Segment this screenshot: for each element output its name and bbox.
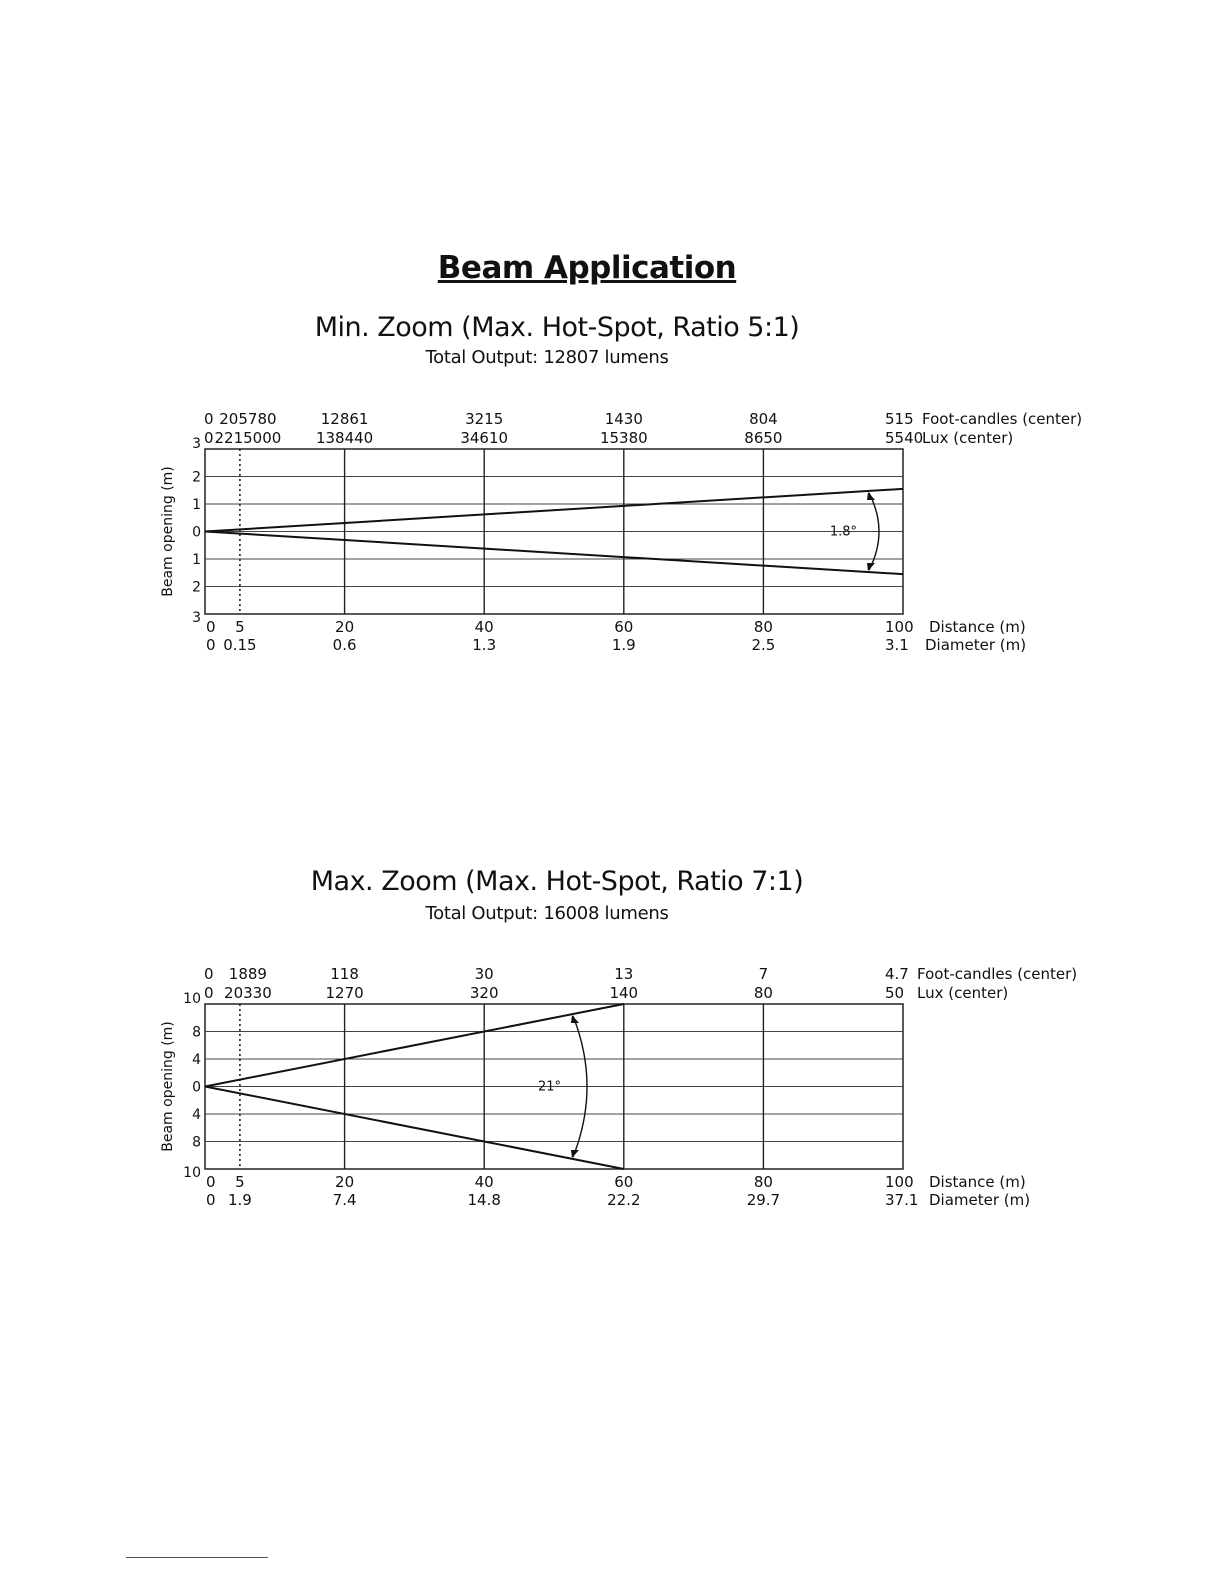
diameter-value: 3.1: [885, 636, 909, 654]
y-tick-label: 10: [183, 991, 201, 1007]
diameter-value: 14.8: [467, 1191, 501, 1209]
y-tick-label: 3: [192, 436, 201, 452]
diameter-value: 29.7: [746, 1191, 781, 1209]
beam-edge-line: [205, 1004, 624, 1087]
beam-edge-line: [205, 489, 903, 532]
y-tick-label: 4: [192, 1052, 201, 1068]
footcandle-value: 3215: [465, 410, 504, 428]
beam-angle-label: 1.8°: [829, 524, 857, 540]
y-axis-title: Beam opening (m): [160, 466, 176, 597]
lux-value: 80: [753, 984, 773, 1002]
distance-value: 0: [206, 1173, 216, 1191]
diameter-value: 22.2: [607, 1191, 641, 1209]
page-title: Beam Application: [437, 250, 737, 286]
arc-arrowhead: [867, 492, 875, 500]
lux-value: 138440: [315, 429, 374, 447]
footcandle-caption: Foot-candles (center): [917, 965, 1078, 983]
footcandle-value: 13: [614, 965, 634, 983]
lux-value: 15380: [599, 429, 648, 447]
lux-value: 0: [204, 984, 214, 1002]
footcandle-value: 118: [330, 965, 359, 983]
distance-value: 20: [335, 1173, 355, 1191]
y-tick-label: 0: [192, 524, 201, 541]
diameter-value: 7.4: [332, 1191, 357, 1209]
distance-value: 20: [335, 618, 355, 636]
y-tick-label: 1: [192, 552, 201, 568]
distance-value: 100: [885, 618, 914, 636]
y-tick-label: 8: [192, 1134, 201, 1151]
distance-value: 5: [235, 618, 245, 636]
diameter-value: 1.9: [611, 636, 636, 654]
footcandle-value: 205780: [219, 410, 277, 428]
diameter-value: 1.3: [472, 636, 497, 654]
lux-value: 5540: [885, 429, 924, 447]
footcandle-value: 12861: [320, 410, 369, 428]
footcandle-value: 30: [474, 965, 494, 983]
arc-arrowhead: [571, 1150, 579, 1158]
lux-value: 1270: [325, 984, 364, 1002]
distance-value: 60: [614, 1173, 634, 1191]
diameter-value: 37.1: [885, 1191, 919, 1209]
distance-caption: Distance (m): [929, 618, 1026, 636]
footcandle-value: 7: [758, 965, 769, 983]
diameter-value: 2.5: [751, 636, 776, 654]
distance-value: 0: [206, 618, 216, 636]
diameter-caption: Diameter (m): [929, 1191, 1031, 1209]
beam-angle-label: 21°: [537, 1079, 561, 1095]
lux-value: 8650: [744, 429, 783, 447]
lux-value: 20330: [224, 984, 272, 1002]
footcandle-value: 0: [204, 410, 214, 428]
diameter-value: 1.9: [227, 1191, 252, 1209]
y-tick-label: 3: [192, 610, 201, 626]
chart-1-title: Min. Zoom (Max. Hot-Spot, Ratio 5:1): [314, 312, 800, 343]
distance-value: 80: [753, 618, 773, 636]
arc-arrowhead: [571, 1015, 579, 1023]
distance-value: 40: [474, 1173, 494, 1191]
distance-value: 80: [753, 1173, 773, 1191]
arc-arrowhead: [867, 563, 875, 571]
lux-caption: Lux (center): [917, 984, 1009, 1002]
lux-value: 0: [204, 429, 214, 447]
beam-edge-line: [205, 532, 903, 575]
beam-edge-line: [205, 1087, 624, 1170]
distance-value: 60: [614, 618, 634, 636]
diameter-value: 0.15: [223, 636, 257, 654]
lux-value: 50: [885, 984, 905, 1002]
lux-value: 34610: [460, 429, 509, 447]
footcandle-value: 0: [204, 965, 214, 983]
diameter-value: 0: [206, 636, 216, 654]
y-tick-label: 8: [192, 1024, 201, 1041]
distance-caption: Distance (m): [929, 1173, 1026, 1191]
y-tick-label: 0: [192, 1079, 201, 1096]
chart-2-subtitle: Total Output: 16008 lumens: [425, 903, 669, 924]
footcandle-caption: Foot-candles (center): [922, 410, 1083, 428]
distance-value: 100: [885, 1173, 914, 1191]
footcandle-value: 4.7: [885, 965, 909, 983]
y-tick-label: 4: [192, 1107, 201, 1123]
footcandle-value: 515: [885, 410, 914, 428]
chart-1-min-zoom: [0, 400, 1224, 670]
distance-value: 5: [235, 1173, 245, 1191]
y-tick-label: 2: [192, 579, 201, 596]
diameter-caption: Diameter (m): [925, 636, 1027, 654]
lux-caption: Lux (center): [922, 429, 1014, 447]
lux-value: 320: [469, 984, 499, 1002]
chart-1-subtitle: Total Output: 12807 lumens: [425, 347, 669, 368]
y-tick-label: 1: [192, 497, 201, 513]
y-tick-label: 10: [183, 1165, 201, 1181]
footcandle-value: 1430: [604, 410, 643, 428]
diameter-value: 0.6: [332, 636, 357, 654]
chart-2-max-zoom: [0, 955, 1224, 1225]
footcandle-value: 804: [749, 410, 778, 428]
diameter-value: 0: [206, 1191, 216, 1209]
lux-value: 140: [609, 984, 639, 1002]
chart-2-title: Max. Zoom (Max. Hot-Spot, Ratio 7:1): [310, 866, 804, 897]
lux-value: 2215000: [214, 429, 282, 447]
footcandle-value: 1889: [228, 965, 267, 983]
footer-rule: [126, 1557, 268, 1558]
y-tick-label: 2: [192, 469, 201, 486]
distance-value: 40: [474, 618, 494, 636]
y-axis-title: Beam opening (m): [160, 1021, 176, 1152]
